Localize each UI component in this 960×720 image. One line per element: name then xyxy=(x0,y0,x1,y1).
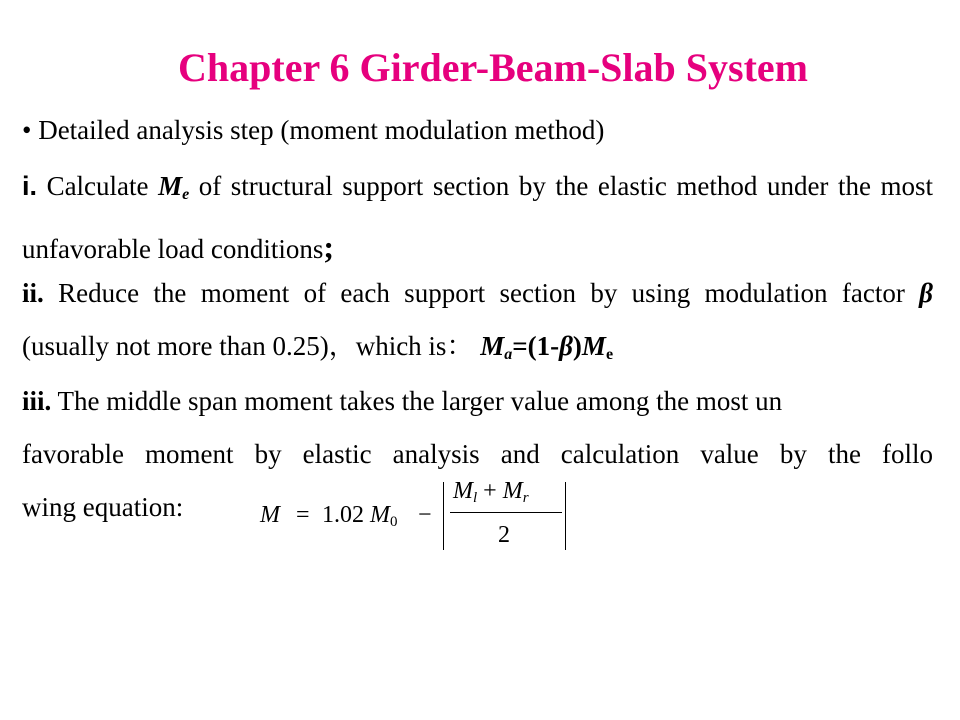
abs-bar-right xyxy=(565,482,566,550)
step-1-me-symbol: $M_e$ xyxy=(158,171,190,203)
step-3-marker: iii. xyxy=(22,386,52,416)
step-3-line-3: wing equation: xyxy=(22,492,184,522)
step-1-marker: i. xyxy=(22,171,38,201)
step-1 xyxy=(22,160,933,276)
modulation-formula: $M_a=(1-\beta)M_e$ xyxy=(480,331,614,363)
step-2-text-a: Reduce the moment of each support section by using modulation factor xyxy=(58,278,905,308)
step-1-text-b: of structural support section by the elastic method under the most unfavorable load conditions xyxy=(22,171,934,264)
page-title: Chapter 6 Girder-Beam-Slab System xyxy=(178,45,808,90)
midspan-moment-equation xyxy=(258,478,578,554)
step-1-end: ; xyxy=(323,229,335,265)
step-3-line-2: favorable moment by elastic analysis and calculation value by the follo xyxy=(22,439,933,469)
eq-m0: M0 xyxy=(370,502,398,530)
eq-equals: = xyxy=(296,502,310,528)
beta-symbol: β xyxy=(919,278,934,308)
eq-denominator: 2 xyxy=(498,522,510,548)
step-2-text-b: (usually not more than 0.25)，which is： xyxy=(22,331,474,361)
abs-bar-left xyxy=(443,482,444,550)
step-3-line-1: iii. The middle span moment takes the larger value among the most un xyxy=(22,386,783,416)
eq-minus: − xyxy=(418,502,432,528)
fraction-bar xyxy=(450,512,562,513)
eq-coefficient: 1.02 xyxy=(322,502,364,528)
bullet-intro xyxy=(22,104,933,157)
eq-lhs-m: M xyxy=(260,502,280,528)
eq-numerator: Ml + Mr xyxy=(453,478,529,506)
step-1-text-a: Calculate xyxy=(46,171,149,201)
bullet-symbol: • xyxy=(22,115,32,145)
step-2-marker: ii. xyxy=(22,278,44,308)
step-2 xyxy=(22,267,933,381)
bullet-text: Detailed analysis step (moment modulation method) xyxy=(38,115,605,145)
